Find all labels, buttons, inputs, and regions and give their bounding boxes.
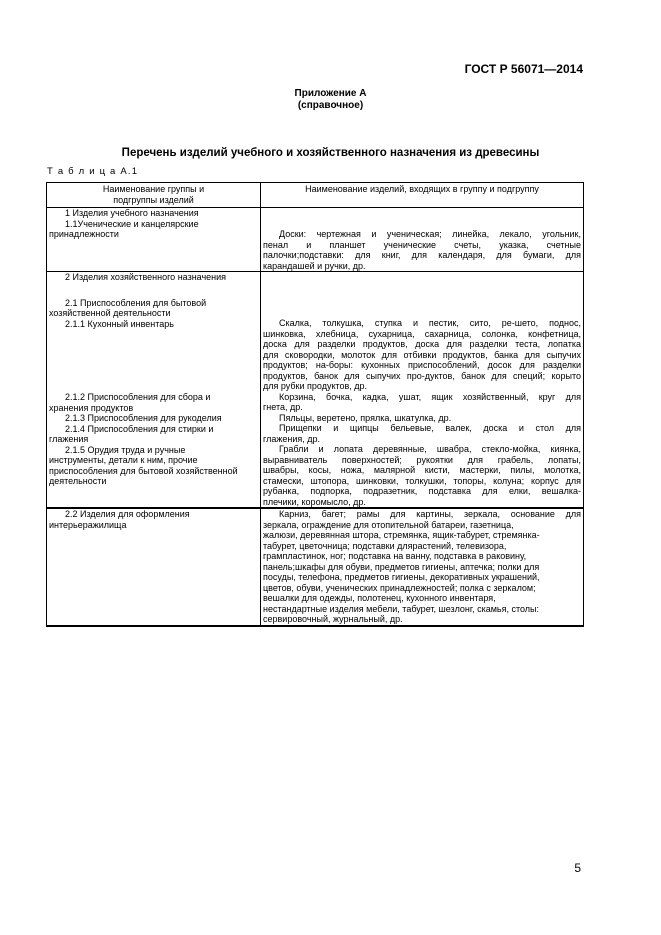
table-row bbox=[47, 208, 584, 272]
page-title: Перечень изделий учебного и хозяйственного назначения из древесины bbox=[121, 147, 540, 159]
cell-line: табурет, цветочница; подставки длярастений, телевизора, bbox=[263, 540, 507, 551]
cell-line: сервировочный, журнальный, др. bbox=[263, 614, 403, 624]
items-table bbox=[46, 182, 584, 627]
cell-line: 2.1.4 Приспособления для стирки и bbox=[65, 423, 214, 434]
table-row bbox=[47, 508, 584, 626]
cell-line: жалюзи, деревянная штора, стремянка, ящик-табурет, стремянка- bbox=[263, 530, 540, 540]
cell-line: продуктов, банок для сыпучих про-дуктов, банок для специй; корыто bbox=[263, 370, 581, 381]
cell-line: 1 Изделия учебного назначения bbox=[65, 208, 199, 218]
cell-line: панель;шкафы для обуви, предметов гигиены, аптечка; полки для bbox=[263, 561, 540, 572]
cell-line: стамески, штопора, шинковки, толкушки, топоры, колуна; корпус для bbox=[263, 475, 581, 486]
cell-line: Грабли и лопата деревянные, швабра, стекло-мойка, киянка, bbox=[279, 444, 581, 454]
cell-line: 2.2 Изделия для оформления bbox=[65, 509, 190, 519]
table-header-row bbox=[47, 183, 584, 208]
cell-line: выравниватель поверхностей; рукоятки для грабель, лопаты, bbox=[263, 454, 581, 465]
group-cell bbox=[47, 508, 261, 626]
cell-line: рубанка, подпорка, подразетник, подставка для елки, вешалка- bbox=[263, 486, 581, 496]
cell-line: вешалки для одежды, полотенец, кухонного инвентаря, bbox=[263, 593, 496, 603]
cell-line: шинковка, хлебница, сухарница, сахарница, солонка, конфетница, bbox=[263, 328, 581, 339]
group-cell bbox=[47, 208, 261, 272]
cell-line: 2.1.2 Приспособления для сбора и bbox=[65, 392, 211, 402]
header-line: подгруппы изделий bbox=[113, 194, 194, 205]
cell-line: гнета, др. bbox=[263, 402, 303, 412]
cell-line: посуды, телефона, предметов гигиены, декоративных украшений, bbox=[263, 572, 540, 582]
cell-line: хозяйственной деятельности bbox=[49, 308, 171, 318]
cell-line: интерьеражилища bbox=[49, 519, 127, 530]
cell-line: доска для разделки продуктов, доска для разделки теста, лопатка bbox=[263, 339, 581, 349]
page-number: 5 bbox=[574, 861, 581, 875]
cell-line: глажения, др. bbox=[263, 433, 320, 444]
items-cell bbox=[261, 272, 584, 509]
items-cell bbox=[261, 208, 584, 272]
cell-line: Прищепки и щипцы бельевые, валек, доска и стол для bbox=[279, 423, 581, 433]
cell-line: грампластинок, ног; подставка на ванну, подставка в раковину, bbox=[263, 551, 527, 561]
appendix-title: Приложение А bbox=[294, 88, 367, 99]
document-code: ГОСТ Р 56071—2014 bbox=[464, 62, 583, 76]
cell-line: приспособления для бытовой хозяйственной bbox=[49, 465, 238, 476]
cell-line: хранения продуктов bbox=[49, 402, 134, 413]
table-caption: Т а б л и ц а А.1 bbox=[47, 166, 139, 177]
cell-line: 2.1.1 Кухонный инвентарь bbox=[65, 318, 174, 329]
cell-line: Карниз, багет; рамы для картины, зеркала, основание для bbox=[279, 509, 581, 519]
appendix-subtitle: (справочное) bbox=[297, 100, 364, 111]
cell-line: продуктов; на-боры: кухонных приспособлений, досок для разделки bbox=[263, 360, 581, 370]
cell-line: нестандартные изделия мебели, табурет, шезлонг, скамья, столы: bbox=[263, 603, 540, 614]
cell-line: деятельности bbox=[49, 476, 107, 486]
cell-line: 2 Изделия хозяйственного назначения bbox=[65, 272, 227, 282]
cell-line: зеркала, ограждение для отопительной батареи, газетница, bbox=[263, 519, 514, 530]
cell-line: Пяльцы, веретено, прялка, шкатулка, др. bbox=[279, 412, 452, 423]
cell-line: палочки;подставки: для книг, для календаря, для бумаги, для bbox=[263, 250, 581, 260]
items-cell bbox=[261, 508, 584, 626]
cell-line: карандашей и ручки, др. bbox=[263, 260, 366, 271]
cell-line: для рубки продуктов, др. bbox=[263, 381, 368, 391]
cell-line: 1.1Ученические и канцелярские bbox=[65, 218, 199, 229]
group-cell bbox=[47, 272, 261, 509]
header-line: Наименование группы и bbox=[102, 184, 205, 194]
cell-line: глажения bbox=[49, 434, 89, 444]
cell-line: швабры, косы, ножа, малярной кисти, мастерки, пилы, молотка, bbox=[263, 465, 581, 475]
cell-line: Скалка, толкушка, ступка и пестик, сито, ре-шето, поднос, bbox=[279, 318, 581, 328]
cell-line: цветов, обуви, ученических принадлежностей; полка с зеркалом; bbox=[263, 582, 536, 593]
table-row bbox=[47, 272, 584, 509]
cell-line: 2.1.3 Приспособления для рукоделия bbox=[65, 413, 222, 423]
cell-line: Доски: чертежная и ученическая; линейка, лекало, угольник, bbox=[279, 229, 581, 239]
cell-line: пенал и планшет ученические счеты, указка, счетные bbox=[263, 239, 581, 250]
cell-line: 2.1.5 Орудия труда и ручные bbox=[65, 444, 186, 455]
cell-line: Корзина, бочка, кадка, ушат, ящик хозяйственный, круг для bbox=[279, 391, 581, 402]
column-header-group bbox=[47, 183, 261, 208]
cell-line: 2.1 Приспособления для бытовой bbox=[65, 297, 207, 308]
cell-line: принадлежности bbox=[49, 229, 119, 239]
cell-line: для сковородки, молоток для отбивки продуктов, банка для сыпучих bbox=[263, 349, 581, 360]
cell-line: плечики, коромысло, др. bbox=[263, 496, 366, 507]
header-line: Наименование изделий, входящих в группу и подгруппу bbox=[305, 184, 539, 194]
column-header-items bbox=[261, 183, 584, 208]
cell-line: инструменты, детали к ним, прочие bbox=[49, 455, 198, 465]
